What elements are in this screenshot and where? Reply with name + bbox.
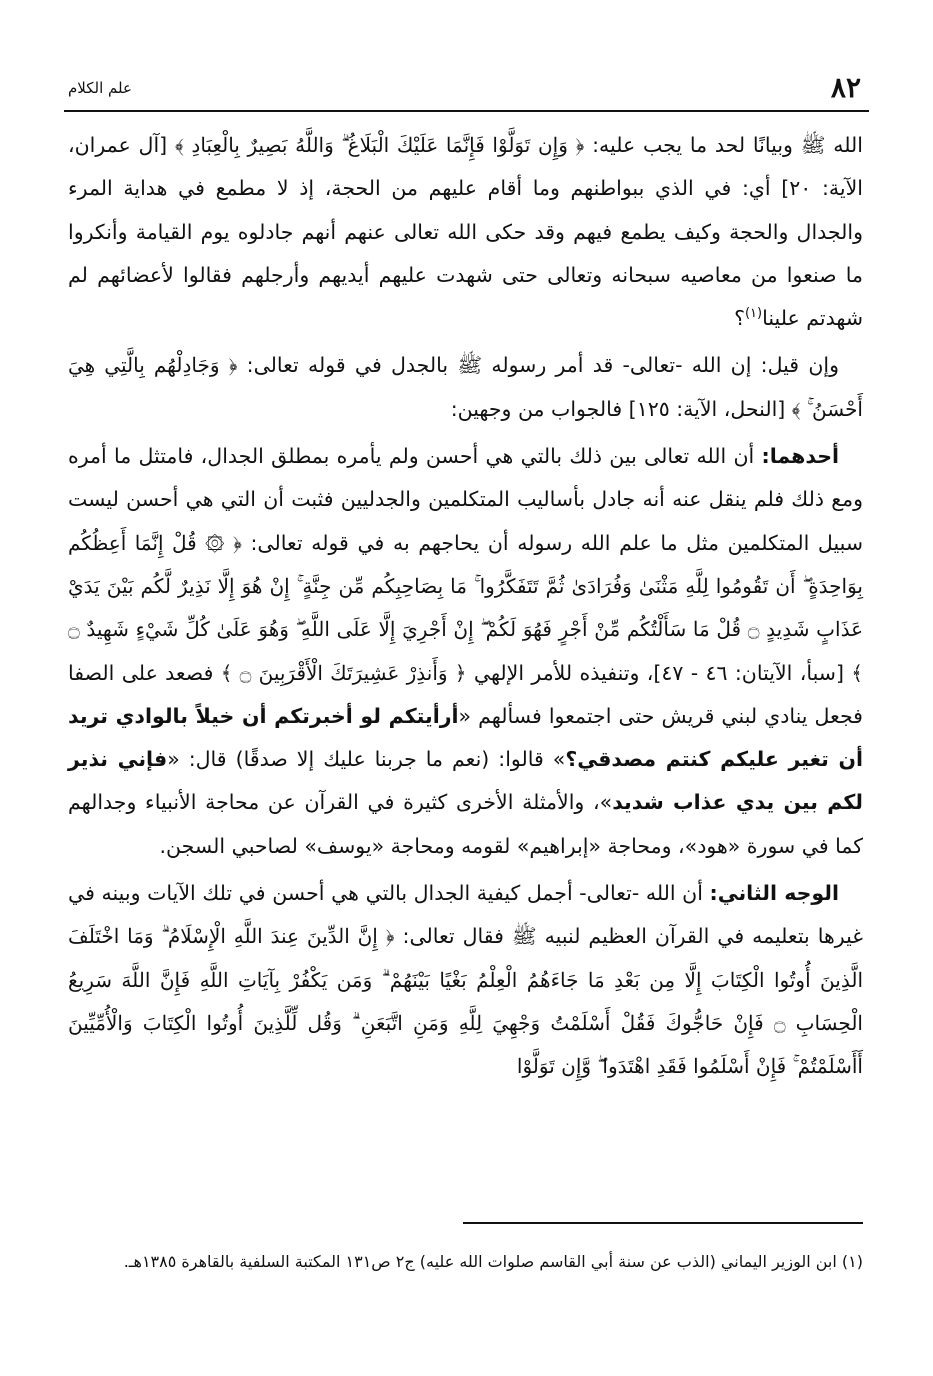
running-header <box>64 70 869 112</box>
paragraph-3-text-d: » قالوا: (نعم ما جربنا عليك إلا صدقًا) قال: « <box>167 747 566 772</box>
paragraph-3-text-c: فصعد على الصفا فجعل ينادي لبني قريش حتى اجتمعوا فسألهم « <box>68 660 863 728</box>
hadith-quote-2: فإني نذير لكم بين يدي عذاب شديد <box>68 747 863 815</box>
quran-quote-saba-46-47: ﴿ ۞ قُلْ إِنَّمَا أَعِظُكُم بِوَاحِدَةٍ ۖ أَن تَقُومُوا لِلَّهِ مَثْنَىٰ وَفُرَادَىٰ ثُمَّ تَتَفَكَّرُوا ۚ مَا بِصَاحِبِكُم مِّن جِنَّةٍ ۚ إِنْ هُوَ إِلَّا نَذِيرٌ لَّكُم بَيْنَ يَدَيْ عَذَابٍ شَدِيدٍ ۝ قُلْ مَا سَأَلْتُكُم مِّنْ أَجْرٍ فَهُوَ لَكُمْ ۖ إِنْ أَجْرِيَ إِلَّا عَلَى اللَّهِ ۖ وَهُوَ عَلَىٰ كُلِّ شَيْءٍ شَهِيدٌ ۝ ﴾ <box>68 530 864 685</box>
paragraph-2-text-a: وإن قيل: إن الله -تعالى- قد أمر رسوله ﷺ بالجدل في قوله تعالى: <box>237 353 839 378</box>
paragraph-1-text-b: [آل عمران، الآية: ٢٠] أي: في الذي ببواطنهم وما أقام عليهم من الحجة، إذ لا مطمع في هداية المرء والجدال والحجة وكيف يطمع فيهم وقد حكى الله تعالى عنهم أنهم جادلوه يوم القيامة وأنكروا ما صنعوا من معاصيه سبحانه وتعالى حتى شهدت عليهم أيديهم وأرجلهم فقالوا لأعضائهم لم شهدتم علينا <box>68 133 863 331</box>
hadith-quote-1: أرأيتكم لو أخبرتكم أن خيلاً بالوادي تريد أن تغير عليكم كنتم مصدقي؟ <box>68 703 864 772</box>
paragraph-3-text-e: »، والأمثلة الأخرى كثيرة في القرآن عن محاجة الأنبياء وجدالهم كما في سورة «هود»، ومحاجة «إبراهيم» لقومه ومحاجة «يوسف» لصاحبي السجن. <box>68 790 863 858</box>
quran-quote-al-imran-20: ﴿ وَإِن تَوَلَّوْا فَإِنَّمَا عَلَيْكَ الْبَلَاغُ ۗ وَاللَّهُ بَصِيرٌ بِالْعِبَادِ ﴾ <box>174 133 585 157</box>
paragraph-1-text-c: ؟ <box>734 306 745 331</box>
paragraph-3 <box>68 435 863 868</box>
second-aspect-heading: الوجه الثاني: <box>709 881 839 906</box>
book-title: علم الكلام <box>68 79 132 97</box>
footnote-1: (١) ابن الوزير اليماني (الذب عن سنة أبي القاسم صلوات الله عليه) ج٢ ص١٣١ المكتبة السلفية بالقاهرة ١٣٨٥هـ. <box>123 1252 863 1271</box>
page-number: ٨٢ <box>830 71 861 104</box>
first-aspect-heading: أحدهما: <box>761 444 839 469</box>
quran-quote-ash-shuara-214: ﴿ وَأَنذِرْ عَشِيرَتَكَ الْأَقْرَبِينَ ۝ ﴾ <box>220 660 467 685</box>
paragraph-3-text-a: أن الله تعالى بين ذلك بالتي هي أحسن ولم يأمره بمطلق الجدال، فامتثل ما أمره ومع ذلك فلم ينقل عنه أنه جادل بأساليب المتكلمين والجدليين فثبت أن التي هي أحسن ليست سبيل المتكلمين مثل ما علم الله رسوله أن يحاجهم به في قوله تعالى: <box>68 444 863 555</box>
paragraph-3-text-b: [سبأ، الآيتان: ٤٦ - ٤٧]، وتنفيذه للأمر الإلهي <box>466 660 852 685</box>
paragraph-4 <box>68 872 863 1088</box>
paragraph-2-text-b: [النحل، الآية: ١٢٥] فالجواب من وجهين: <box>450 396 792 421</box>
footnote-divider <box>463 1222 863 1224</box>
footnote-reference[interactable]: (١) <box>744 306 763 322</box>
paragraph-4-text-a: أن الله -تعالى- أجمل كيفية الجدال بالتي هي أحسن في تلك الآيات وبينه في غيرها بتعليمه في القرآن العظيم لنبيه ﷺ فقال تعالى: <box>68 881 863 949</box>
quran-quote-an-nahl-125: ﴿ وَجَادِلْهُم بِالَّتِي هِيَ أَحْسَنُ ۚ ﴾ <box>68 353 863 421</box>
quran-quote-al-imran-19-20: ﴿ إِنَّ الدِّينَ عِندَ اللَّهِ الْإِسْلَامُ ۗ وَمَا اخْتَلَفَ الَّذِينَ أُوتُوا الْكِتَابَ إِلَّا مِن بَعْدِ مَا جَاءَهُمُ الْعِلْمُ بَغْيًا بَيْنَهُمْ ۗ وَمَن يَكْفُرْ بِآيَاتِ اللَّهِ فَإِنَّ اللَّهَ سَرِيعُ الْحِسَابِ ۝ فَإِنْ حَاجُّوكَ فَقُلْ أَسْلَمْتُ وَجْهِيَ لِلَّهِ وَمَنِ اتَّبَعَنِ ۗ وَقُل لِّلَّذِينَ أُوتُوا الْكِتَابَ وَالْأُمِّيِّينَ أَأَسْلَمْتُمْ ۚ فَإِنْ أَسْلَمُوا فَقَدِ اهْتَدَوا ۖ وَّإِن تَوَلَّوْا <box>68 924 863 1079</box>
paragraph-2 <box>68 344 863 431</box>
paragraph-1 <box>68 124 863 340</box>
main-text <box>68 124 863 1093</box>
paragraph-1-text-a: الله ﷺ وبيانًا لحد ما يجب عليه: <box>584 133 863 157</box>
